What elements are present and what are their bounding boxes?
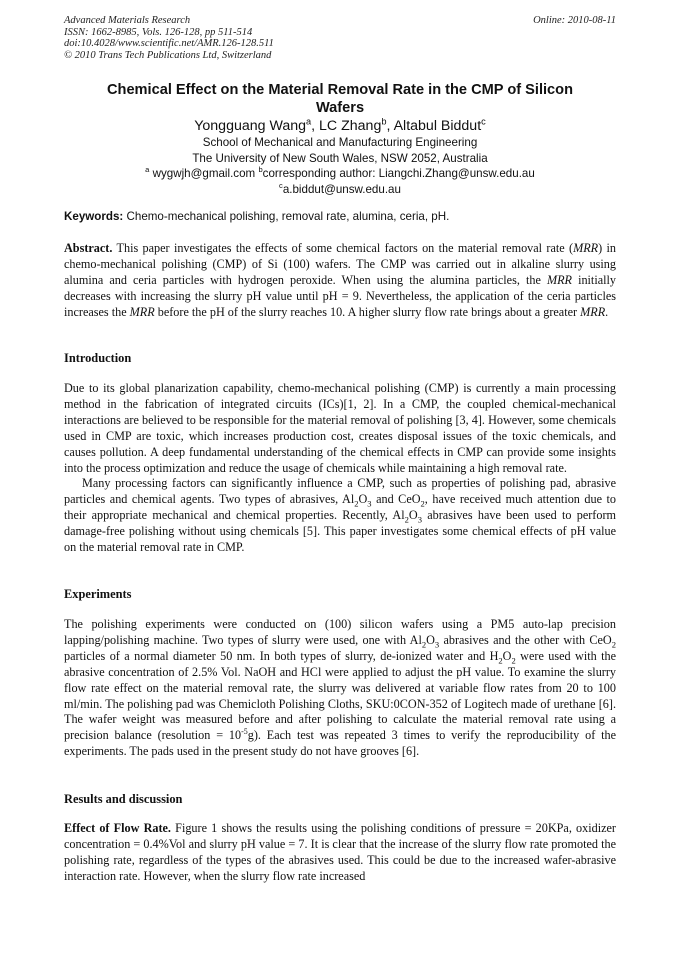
experiments-paragraph: The polishing experiments were conducted on (100) silicon wafers using a PM5 auto-lap precision lapping/polishing machine. Two types of slurry were used, one with $Al_2O_3$ abrasives and the other with CeO$_2$ particles of a normal diameter 50 nm. In both types of slurry, de-ionized water and $H_2O_2$ were used with the abrasive concentration of 2.5% Vol. NaOH and HCl were applied to adjust the pH value. To examine the slurry flow rate effect on the material removal rate, the slurry was delivered at variable flow rates from 20 to 100 ml/min. The polishing pad was Chemicloth Polishing Cloths, SKU:0CON-352 of Logitech made of urethane [6]. The wafer weight was measured before and after polishing to calculate the material removal rate using a precision balance (resolution = $10^{-5}g$). Each test was repeated 3 times to verify the reproducibility of the experiments. The pads used in the present study do not have grooves [6]. xyxy=(64,617,617,759)
results-heading: Results and discussion xyxy=(64,792,183,806)
doi-line[interactable]: doi:10.4028/www.scientific.net/AMR.126-128.511 xyxy=(64,38,274,50)
results-body xyxy=(64,821,616,885)
abstract-text: ) in chemo-mechanical polishing (CMP) of Si (100) wafers. The CMP was carried out in alkaline slurry using alumina and ceria particles with hydrogen peroxide. When using the alumina particles, the xyxy=(64,241,616,287)
abstract-text: This paper investigates the effects of some chemical factors on the material removal rate ( xyxy=(112,241,574,255)
copyright-line: © 2010 Trans Tech Publications Ltd, Switzerland xyxy=(64,49,272,61)
online-date: Online: 2010-08-11 xyxy=(533,15,616,26)
email-a[interactable]: wygwjh@gmail.com xyxy=(149,167,259,180)
title-line-2: Wafers xyxy=(315,99,365,116)
author-2-sup: b xyxy=(381,116,387,127)
author-3: Altabul Biddut xyxy=(393,118,482,134)
abstract-mrr: MRR xyxy=(546,272,572,287)
author-list xyxy=(64,118,616,135)
keywords xyxy=(64,209,616,224)
intro-heading: Introduction xyxy=(64,351,132,365)
abstract xyxy=(64,241,616,321)
journal-header xyxy=(64,15,616,61)
abstract-mrr: MRR xyxy=(573,241,599,255)
results-paragraph xyxy=(64,821,616,885)
email-c[interactable]: a.biddut@unsw.edu.au xyxy=(282,182,401,196)
keywords-text: Chemo-mechanical polishing, removal rate, alumina, ceria, pH. xyxy=(123,210,450,223)
author-sep: , xyxy=(386,118,394,134)
journal-name: Advanced Materials Research xyxy=(64,15,191,26)
experiments-heading: Experiments xyxy=(64,587,132,601)
abstract-text: . xyxy=(605,304,609,319)
author-2: LC Zhang xyxy=(319,118,382,134)
affiliation-block xyxy=(64,135,616,197)
title-line-1: Chemical Effect on the Material Removal Rate in the CMP of Silicon xyxy=(106,82,574,98)
author-3-sup: c xyxy=(481,116,486,127)
email-line-2 xyxy=(64,182,616,198)
intro-body xyxy=(64,381,616,556)
keywords-label: Keywords: xyxy=(64,210,124,223)
email-c-sup: c xyxy=(279,180,283,190)
abstract-mrr: MRR xyxy=(580,304,606,319)
intro-paragraph-1: Due to its global planarization capability, chemo-mechanical polishing (CMP) is currently a main processing method in the fabrication of integrated circuits (ICs)[1, 2]. In a CMP, the coupled chemical-mechanical interactions are believed to be responsible for the material removal of polishing [3, 4]. However, some chemicals used in CMP are toxic, which increases production cost, creates disposal issues of the toxic chemicals, and causes pollution. A deep fundamental understanding of the chemical effects in CMP can provide some insights into the process optimization and reduce the usage of chemicals while maintaining a high removal rate. xyxy=(64,381,616,475)
paper-title xyxy=(64,82,616,117)
abstract-text: before the pH of the slurry reaches 10. A higher slurry flow rate brings about a greater xyxy=(154,304,581,319)
author-1: Yongguang Wang xyxy=(194,118,306,134)
abstract-mrr: MRR xyxy=(129,304,155,319)
author-sep: , xyxy=(311,118,320,134)
affiliation-line-1: School of Mechanical and Manufacturing Engineering xyxy=(202,136,478,149)
results-text: Figure 1 shows the results using the polishing conditions of pressure = 20KPa, oxidizer concentration = 0.4%Vol and slurry pH value = 7. It is clear that the increase of the slurry flow rate promoted the polishing rate, regardless of the types of the abrasives used. This could be due to the increased wafer-abrasive interaction rate. However, when the slurry flow rate increased xyxy=(64,821,616,883)
corresponding-author[interactable]: corresponding author: Liangchi.Zhang@unsw.edu.au xyxy=(262,167,535,180)
intro-paragraph-2: Many processing factors can significantly influence a CMP, such as properties of polishing pad, abrasive particles and chemical agents. Two types of abrasives, $Al_2O_3$ and CeO$_2$, have received much attention due to their appropriate mechanical and chemical properties. Recently, $Al_2O_3$ abrasives have been used to perform damage-free polishing without using chemicals [5]. This paper investigates some chemical effects of pH value on the material removal rate in CMP. xyxy=(64,476,616,555)
email-b-sup: b xyxy=(258,165,263,175)
author-1-sup: a xyxy=(306,116,312,127)
abstract-label: Abstract. xyxy=(64,241,113,255)
flow-rate-label: Effect of Flow Rate. xyxy=(64,821,171,835)
email-a-sup: a xyxy=(145,165,150,175)
email-line xyxy=(64,166,616,182)
affiliation-line-2: The University of New South Wales, NSW 2052, Australia xyxy=(192,151,488,165)
abstract-text: initially decreases with increasing the slurry pH value until pH = 9. Nevertheless, the application of the ceria particles increases the xyxy=(64,272,616,319)
issn-line: ISSN: 1662-8985, Vols. 126-128, pp 511-514 xyxy=(64,26,253,38)
experiments-body xyxy=(64,617,616,760)
